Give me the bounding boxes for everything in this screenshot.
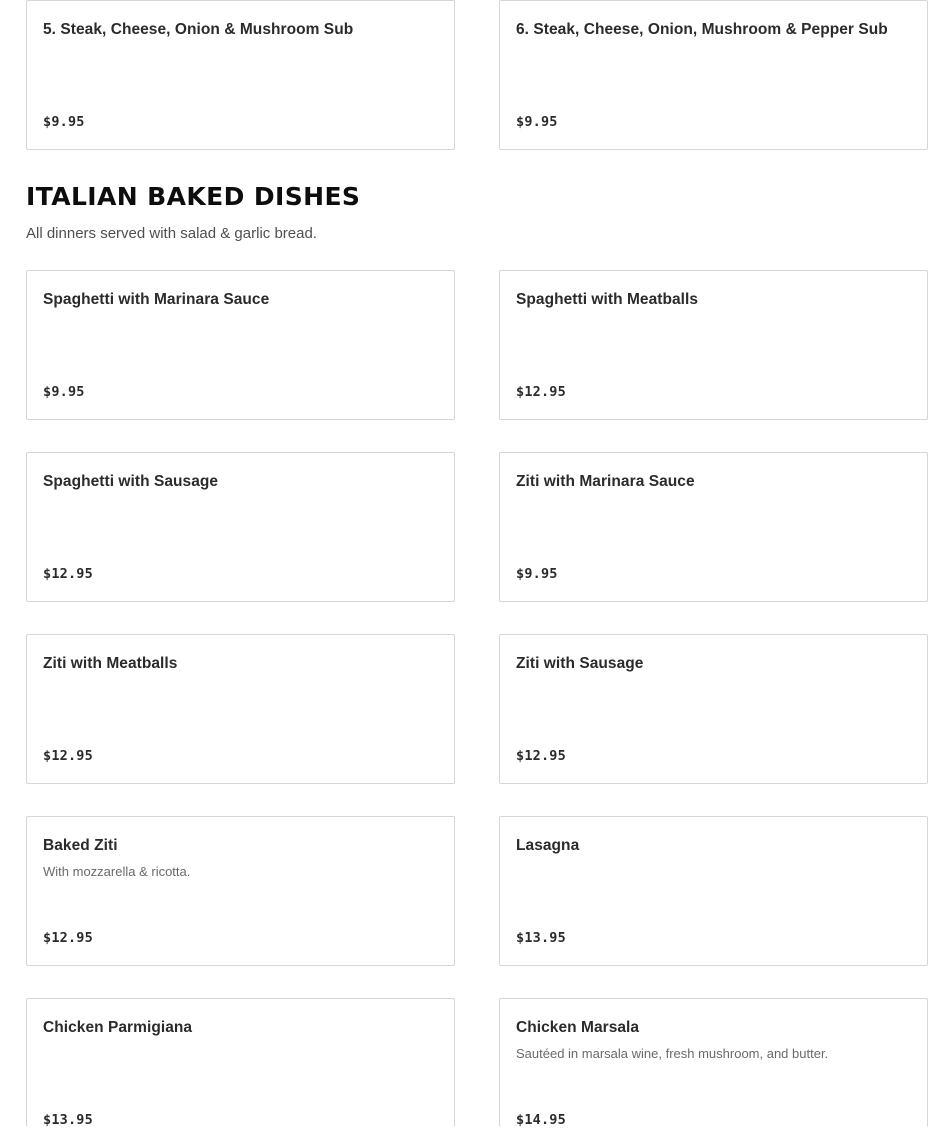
menu-item-name: 6. Steak, Cheese, Onion, Mushroom & Pepper Sub	[516, 21, 888, 38]
menu-item-card[interactable]	[26, 816, 455, 966]
menu-item-price: $9.95	[516, 114, 558, 130]
menu-item-name: Spaghetti with Meatballs	[516, 291, 699, 308]
menu-item-name: Lasagna	[516, 837, 580, 854]
menu-item-name: Ziti with Sausage	[516, 655, 644, 672]
menu-item-card[interactable]	[499, 270, 928, 420]
menu-item-name: Ziti with Meatballs	[43, 655, 178, 672]
menu-item-card[interactable]	[499, 0, 928, 150]
menu-item-price: $12.95	[43, 748, 93, 764]
menu-item-name: Chicken Marsala	[516, 1019, 640, 1036]
menu-item-price: $12.95	[516, 748, 566, 764]
menu-item-name: Spaghetti with Sausage	[43, 473, 219, 490]
menu-item-name: Baked Ziti	[43, 837, 118, 854]
menu-item-price: $12.95	[516, 384, 566, 400]
menu-item-card[interactable]	[26, 998, 455, 1127]
menu-item-price: $9.95	[43, 384, 85, 400]
menu-item-name: Chicken Parmigiana	[43, 1019, 193, 1036]
italian-baked-dishes-grid	[26, 270, 928, 1127]
menu-item-card[interactable]	[26, 452, 455, 602]
section-title: ITALIAN BAKED DISHES	[26, 182, 361, 211]
sandwich-items-grid	[26, 0, 928, 150]
menu-item-name: Ziti with Marinara Sauce	[516, 473, 695, 490]
menu-item-price: $14.95	[516, 1112, 566, 1128]
menu-item-card[interactable]	[26, 0, 455, 150]
menu-item-name: 5. Steak, Cheese, Onion & Mushroom Sub	[43, 21, 354, 38]
menu-item-price: $13.95	[43, 1112, 93, 1128]
menu-item-price: $12.95	[43, 566, 93, 582]
menu-item-price: $9.95	[43, 114, 85, 130]
menu-item-card[interactable]	[499, 452, 928, 602]
menu-item-card[interactable]	[26, 270, 455, 420]
menu-item-card[interactable]	[499, 998, 928, 1127]
menu-item-price: $9.95	[516, 566, 558, 582]
menu-item-description: Sautéed in marsala wine, fresh mushroom, and butter.	[516, 1046, 829, 1061]
menu-item-price: $13.95	[516, 930, 566, 946]
menu-item-price: $12.95	[43, 930, 93, 946]
menu-item-card[interactable]	[499, 816, 928, 966]
menu-item-card[interactable]	[26, 634, 455, 784]
section-subtitle: All dinners served with salad & garlic bread.	[26, 225, 317, 242]
menu-item-name: Spaghetti with Marinara Sauce	[43, 291, 270, 308]
menu-item-card[interactable]	[499, 634, 928, 784]
menu-item-description: With mozzarella & ricotta.	[43, 864, 191, 879]
